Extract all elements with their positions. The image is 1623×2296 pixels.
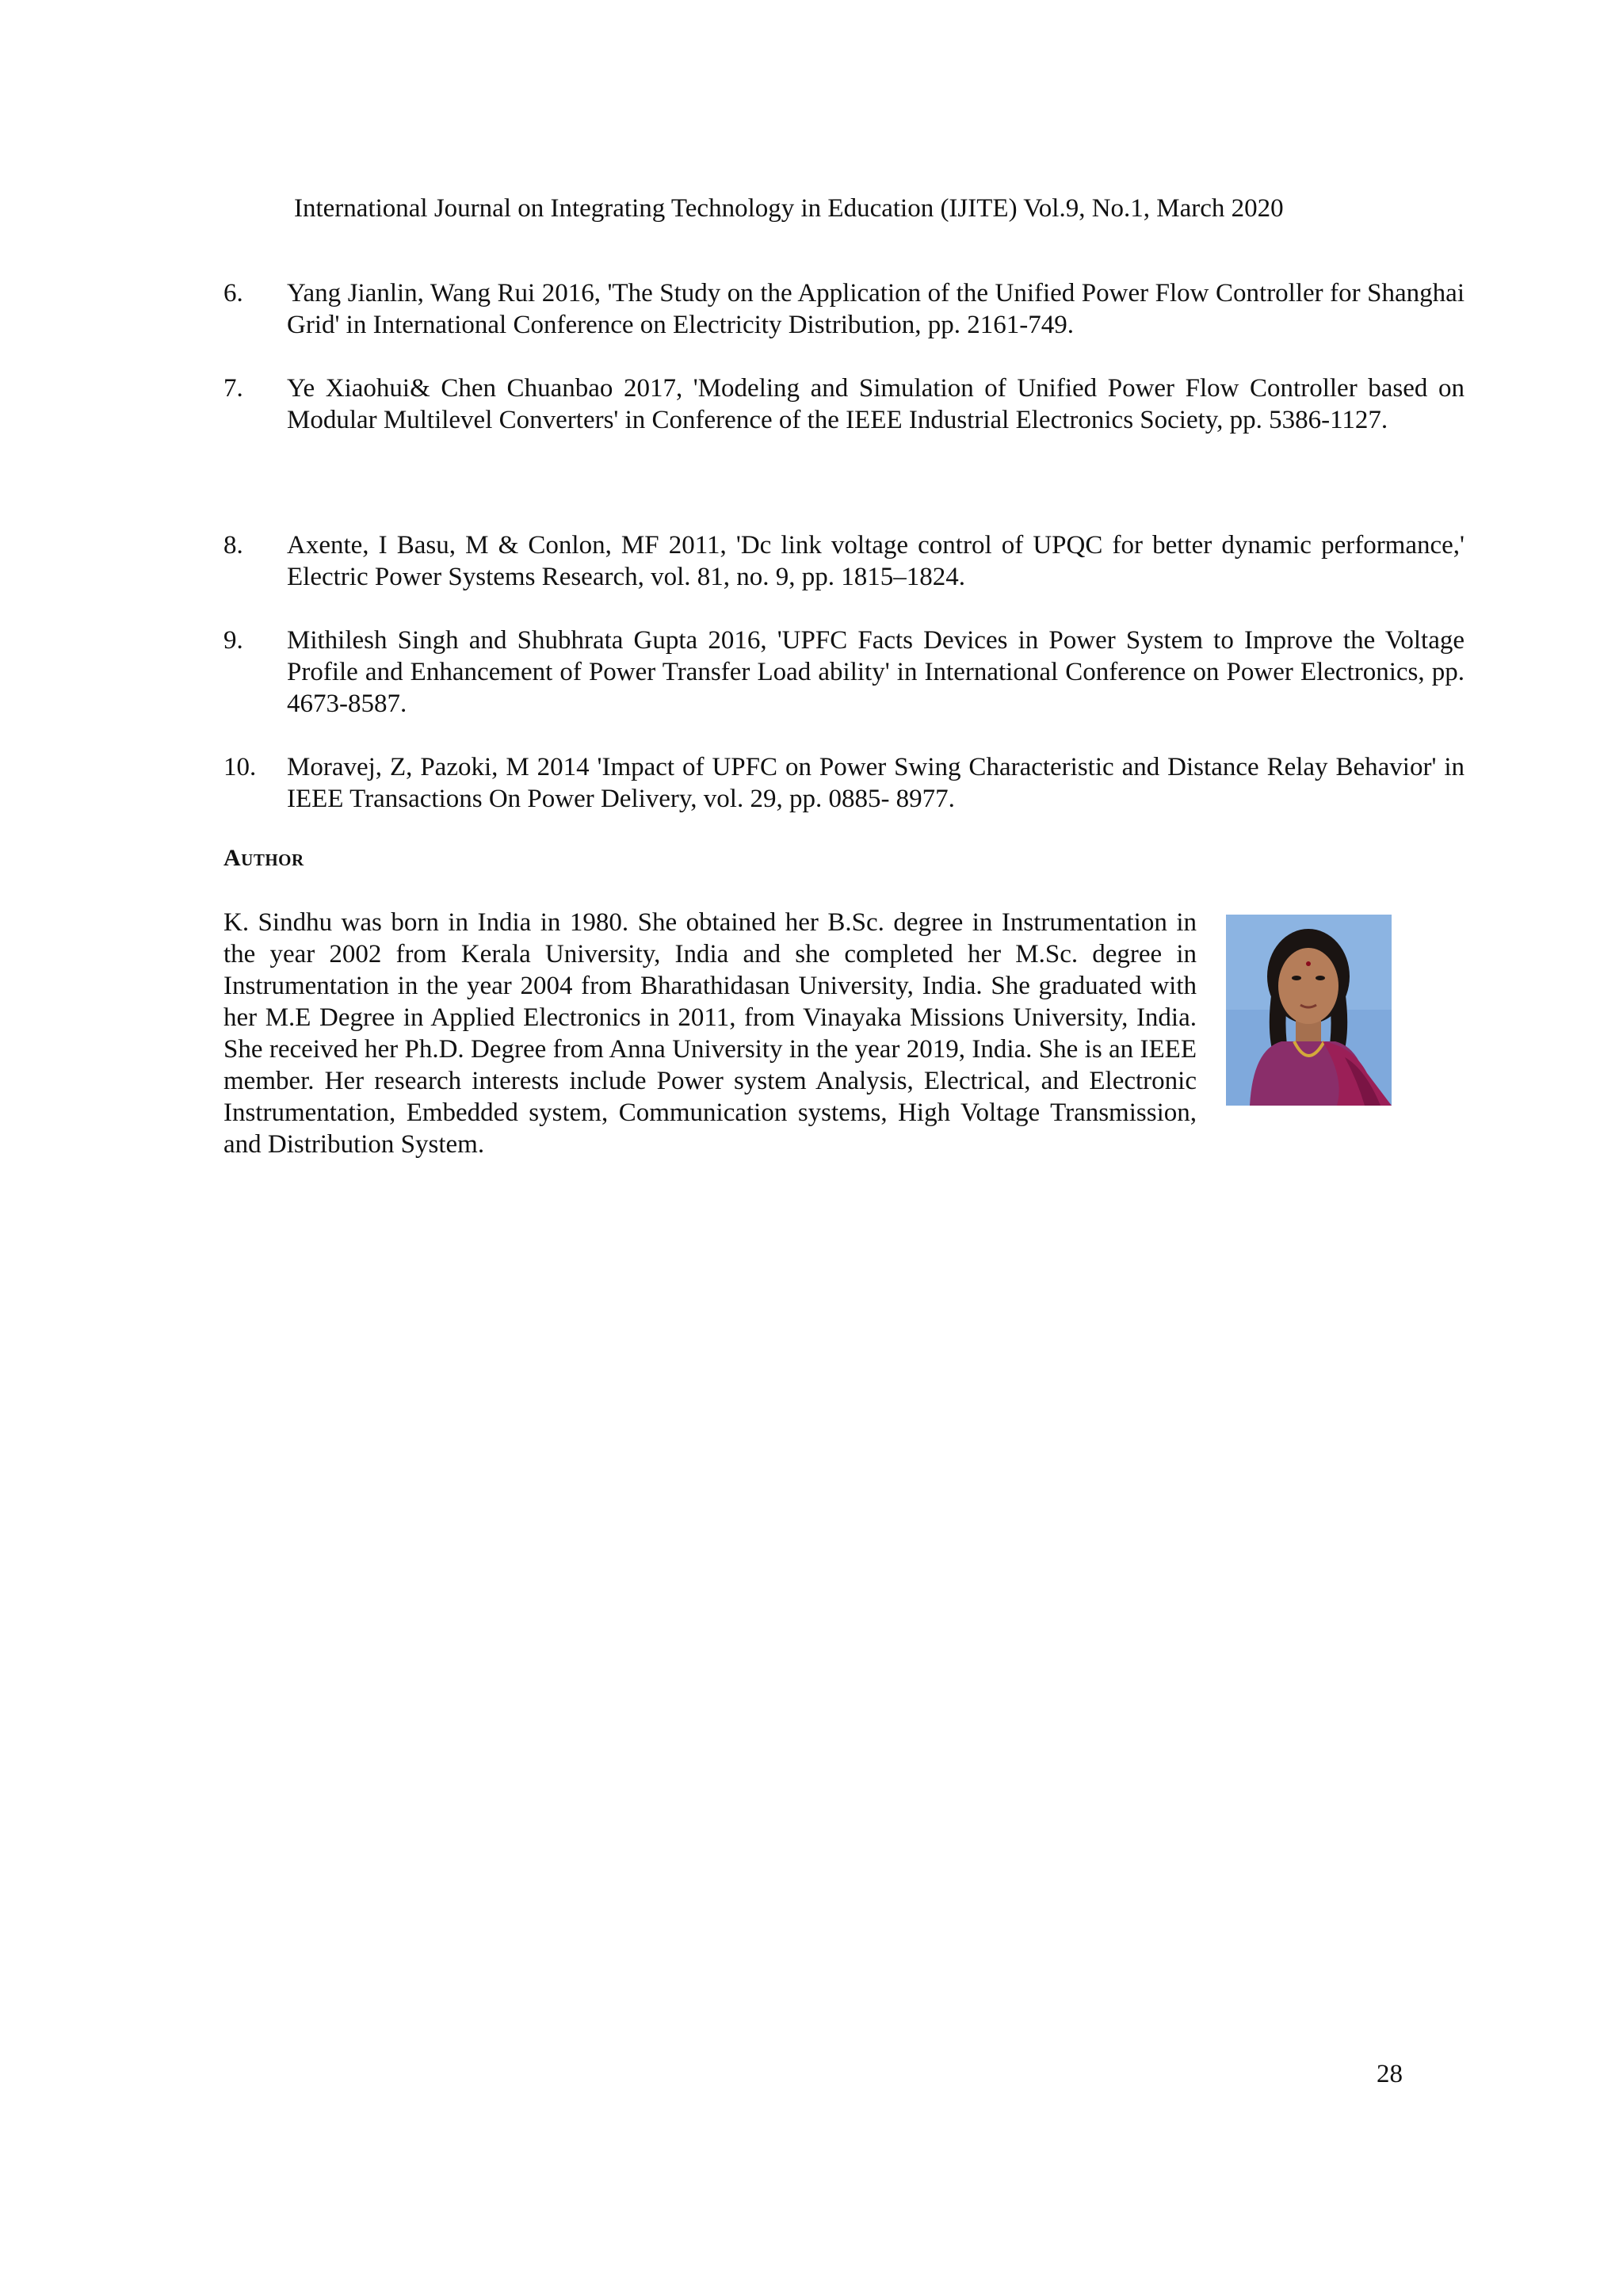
reference-number: 7. xyxy=(223,374,243,403)
author-photo xyxy=(1226,915,1392,1106)
reference-item xyxy=(223,529,1465,593)
reference-item xyxy=(223,625,1465,720)
reference-text: Ye Xiaohui& Chen Chuanbao 2017, 'Modeling and Simulation of Unified Power Flow Controller based on Modular Multilevel Converters' in Conference of the IEEE Industrial Electronics Society, pp. 5386-1127. xyxy=(287,374,1465,434)
reference-text: Axente, I Basu, M & Conlon, MF 2011, 'Dc link voltage control of UPQC for better dynamic performance,' Electric Power Systems Research, vol. 81, no. 9, pp. 1815–1824. xyxy=(287,531,1465,591)
reference-number: 9. xyxy=(223,626,243,655)
reference-number: 6. xyxy=(223,279,243,308)
author-portrait-image xyxy=(1226,915,1392,1106)
reference-text: Moravej, Z, Pazoki, M 2014 'Impact of UPFC on Power Swing Characteristic and Distance Relay Behavior' in IEEE Transactions On Power Delivery, vol. 29, pp. 0885- 8977. xyxy=(287,753,1465,813)
reference-item xyxy=(223,277,1465,341)
author-section-heading: Author xyxy=(223,845,304,871)
running-header: International Journal on Integrating Technology in Education (IJITE) Vol.9, No.1, March 2020 xyxy=(294,194,1284,223)
reference-number: 8. xyxy=(223,531,243,560)
reference-text: Mithilesh Singh and Shubhrata Gupta 2016, 'UPFC Facts Devices in Power System to Improve the Voltage Profile and Enhancement of Power Transfer Load ability' in International Conference on Power Electronics, pp. 4673-8587. xyxy=(287,626,1465,718)
author-bio: K. Sindhu was born in India in 1980. She obtained her B.Sc. degree in Instrumentation in the year 2002 from Kerala University, India and she completed her M.Sc. degree in Instrumentation in the year 2004 from Bharathidasan University, India. She graduated with her M.E Degree in Applied Electronics in 2011, from Vinayaka Missions University, India. She received her Ph.D. Degree from Anna University in the year 2019, India. She is an IEEE member. Her research interests include Power system Analysis, Electrical, and Electronic Instrumentation, Embedded system, Communication systems, High Voltage Transmission, and Distribution System. xyxy=(223,908,1197,1159)
reference-number: 10. xyxy=(223,753,257,781)
reference-item xyxy=(223,372,1465,436)
reference-item xyxy=(223,751,1465,815)
page-number: 28 xyxy=(1377,2060,1403,2088)
reference-text: Yang Jianlin, Wang Rui 2016, 'The Study on the Application of the Unified Power Flow Controller for Shanghai Grid' in International Conference on Electricity Distribution, pp. 2161-749. xyxy=(287,279,1465,339)
